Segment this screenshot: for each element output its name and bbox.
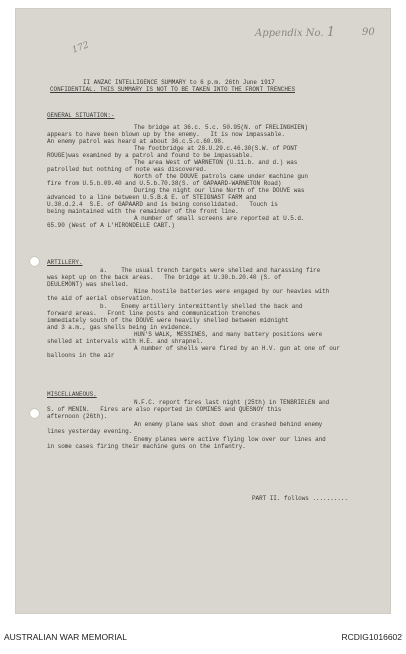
artillery-heading: ARTILLERY. bbox=[47, 259, 83, 266]
text-line: The area West of WARNETON (U.11.b. and d.) was bbox=[134, 159, 298, 166]
text-line: advanced to a line between U.5.B.& E. of STEIGNAST FARM and bbox=[47, 194, 257, 201]
confidential-notice: CONFIDENTIAL. THIS SUMMARY IS NOT TO BE TAKEN INTO THE FRONT TRENCHES bbox=[50, 86, 295, 93]
text-line: was kept up on the back areas. The bridge at U.30.b.20.40 (S. of bbox=[47, 274, 282, 281]
general-situation-heading: GENERAL SITUATION:- bbox=[47, 112, 115, 119]
text-line: afternoon (26th). bbox=[47, 413, 108, 420]
text-line: North of the DOUVE patrols came under machine gun bbox=[134, 173, 308, 180]
text-line: patrolled but nothing of note was discovered. bbox=[47, 166, 207, 173]
miscellaneous-heading: MISCELLANEOUS. bbox=[47, 391, 97, 398]
text-line: A number of shells were fired by an H.V. gun at one of our bbox=[134, 345, 340, 352]
text-line: lines yesterday evening. bbox=[47, 428, 133, 435]
text-line: S. of MENIN. Fires are also reported in COMINES and QUESNOY this bbox=[47, 406, 282, 413]
folio-number: 172 bbox=[70, 40, 91, 56]
text-line: fire from U.5.b.09.40 and U.5.b.70.38(S. of GAPAARD-WARNETON Road) bbox=[47, 180, 282, 187]
appendix-number: 1 bbox=[326, 25, 336, 40]
text-line: ROUGE)was examined by a patrol and found to be impassable. bbox=[47, 152, 253, 159]
text-line: immediately south of the DOUVE were heavily shelled between midnight bbox=[47, 317, 289, 324]
text-line: The footbridge at 28.U.29.c.46.30(S.W. of PONT bbox=[134, 145, 298, 152]
text-line: forward areas. Front line posts and communication trenches bbox=[47, 310, 261, 317]
text-line: A number of small screens are reported at U.5.d. bbox=[134, 215, 305, 222]
punch-hole bbox=[29, 256, 40, 267]
text-line: b. Enemy artillery intermittently shelled the back and bbox=[100, 303, 303, 310]
text-line: N.F.C. report fires last night (25th) in TENBRIELEN and bbox=[134, 399, 330, 406]
text-line: U.30.d.2.4 S.E. of GAPAARD and is being consolidated. Touch is bbox=[47, 201, 278, 208]
text-line: An enemy plane was shot down and crashed behind enemy bbox=[134, 421, 323, 428]
appendix-label: Appendix No. bbox=[255, 28, 324, 39]
text-line: in some cases firing their machine guns on the infantry. bbox=[47, 443, 246, 450]
appendix-stamp bbox=[255, 25, 335, 40]
text-line: and 3 a.m., gas shells being in evidence. bbox=[47, 324, 193, 331]
page-number: 90 bbox=[362, 27, 375, 38]
text-line: 65.90 (West of A L'HIRONDELLE CABT.) bbox=[47, 222, 175, 229]
text-line: appears to have been blown up by the enemy. It is now impassable. bbox=[47, 131, 285, 138]
document-title: II ANZAC INTELLIGENCE SUMMARY to 6 p.m. 26th June 1917 bbox=[83, 79, 275, 86]
archive-credit: AUSTRALIAN WAR MEMORIAL bbox=[4, 632, 127, 642]
text-line: shelled at intervals with H.E. and shrapnel. bbox=[47, 338, 204, 345]
text-line: being maintained with the remainder of the front line. bbox=[47, 208, 239, 215]
continuation-note: PART II. follows .......... bbox=[252, 495, 348, 502]
text-line: DEULEMONT) was shelled. bbox=[47, 281, 129, 288]
text-line: Enemy planes were active flying low over our lines and bbox=[134, 436, 326, 443]
text-line: An enemy patrol was heard at about 36.c.5.c.60.98. bbox=[47, 138, 225, 145]
archive-id: RCDIG1016602 bbox=[341, 632, 402, 642]
text-line: a. The usual trench targets were shelled and harassing fire bbox=[100, 267, 321, 274]
text-line: Nine hostile batteries were engaged by our heavies with bbox=[134, 288, 330, 295]
text-line: The bridge at 36.c. 5.c. 50.95(N. of FRELINGHIEN) bbox=[134, 124, 308, 131]
text-line: HUN'S WALK, MESSINES, and many battery positions were bbox=[134, 331, 323, 338]
text-line: balloons in the air bbox=[47, 352, 115, 359]
text-line: the aid of aerial observation. bbox=[47, 295, 154, 302]
text-line: During the night our line North of the DOUVE was bbox=[134, 187, 305, 194]
punch-hole bbox=[29, 408, 40, 419]
